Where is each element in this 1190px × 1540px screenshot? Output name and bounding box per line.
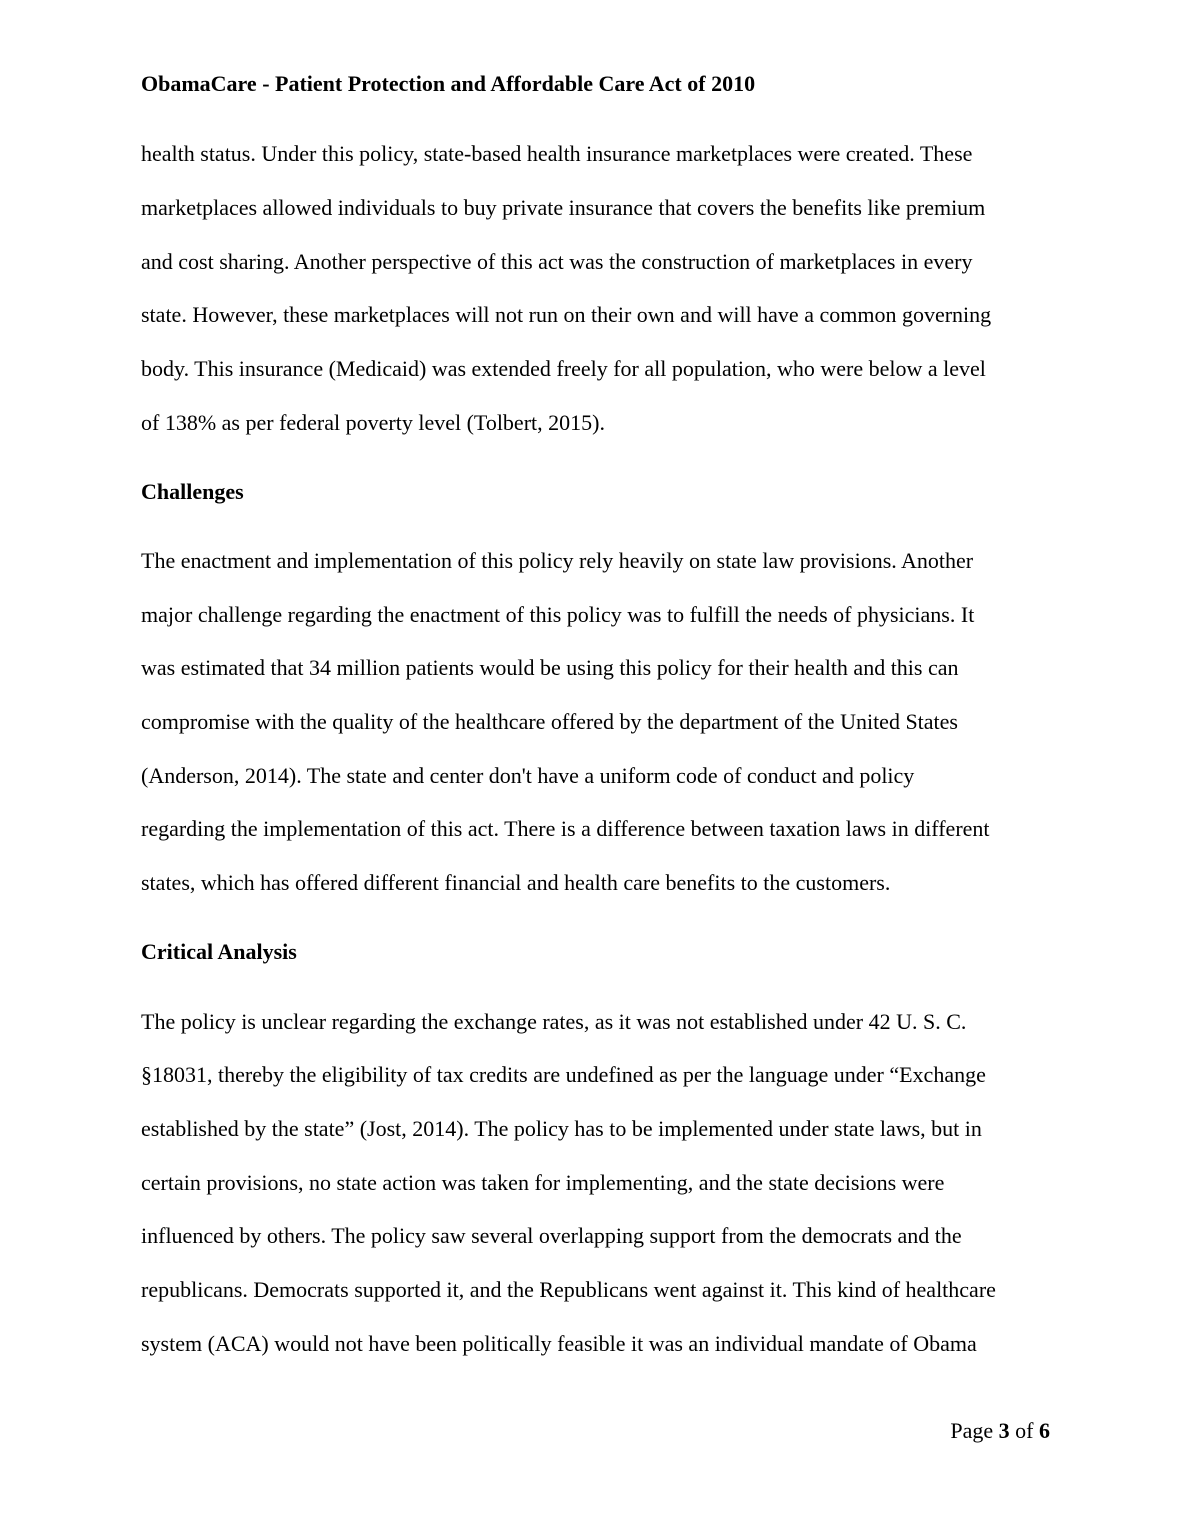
paragraph-line: and cost sharing. Another perspective of this act was the construction of marketplaces in every xyxy=(141,249,973,274)
paragraph-line: (Anderson, 2014). The state and center don't have a uniform code of conduct and policy xyxy=(141,763,915,788)
page-number-total: 6 xyxy=(1039,1418,1050,1443)
paragraph-line: compromise with the quality of the healthcare offered by the department of the United States xyxy=(141,709,958,734)
paragraph-line: system (ACA) would not have been politically feasible it was an individual mandate of Obama xyxy=(141,1331,977,1356)
paragraph-line: body. This insurance (Medicaid) was extended freely for all population, who were below a level xyxy=(141,356,986,381)
paragraph-line: The enactment and implementation of this policy rely heavily on state law provisions. Another xyxy=(141,548,974,573)
paragraph-line: health status. Under this policy, state-based health insurance marketplaces were created. These xyxy=(141,141,973,166)
paragraph-line: §18031, thereby the eligibility of tax credits are undefined as per the language under “Exchange xyxy=(141,1062,986,1087)
paragraph-line: of 138% as per federal poverty level (Tolbert, 2015). xyxy=(141,410,605,435)
paragraph-line: state. However, these marketplaces will not run on their own and will have a common governing xyxy=(141,302,992,327)
paragraph-line: established by the state” (Jost, 2014). The policy has to be implemented under state laws, but in xyxy=(141,1116,982,1141)
paragraph-line: regarding the implementation of this act. There is a difference between taxation laws in different xyxy=(141,816,990,841)
paragraph-line: marketplaces allowed individuals to buy private insurance that covers the benefits like premium xyxy=(141,195,986,220)
paragraph-line: was estimated that 34 million patients would be using this policy for their health and this can xyxy=(141,655,959,680)
page-number-prefix: Page xyxy=(950,1418,994,1443)
page-number-separator: of xyxy=(1015,1418,1034,1443)
paragraph-line: states, which has offered different financial and health care benefits to the customers. xyxy=(141,870,891,895)
paragraph-line: The policy is unclear regarding the exchange rates, as it was not established under 42 U. S. C. xyxy=(141,1009,967,1034)
section-heading-critical-analysis: Critical Analysis xyxy=(141,939,297,964)
section-heading-challenges: Challenges xyxy=(141,479,244,504)
page-number-current: 3 xyxy=(998,1418,1010,1443)
page-number xyxy=(950,1416,1050,1446)
paragraph-line: major challenge regarding the enactment of this policy was to fulfill the needs of physicians. It xyxy=(141,602,975,627)
running-head: ObamaCare - Patient Protection and Affordable Care Act of 2010 xyxy=(141,71,756,96)
paragraph-line: certain provisions, no state action was taken for implementing, and the state decisions were xyxy=(141,1170,945,1195)
paragraph-line: influenced by others. The policy saw several overlapping support from the democrats and the xyxy=(141,1223,962,1248)
paragraph-line: republicans. Democrats supported it, and the Republicans went against it. This kind of healthcare xyxy=(141,1277,996,1302)
